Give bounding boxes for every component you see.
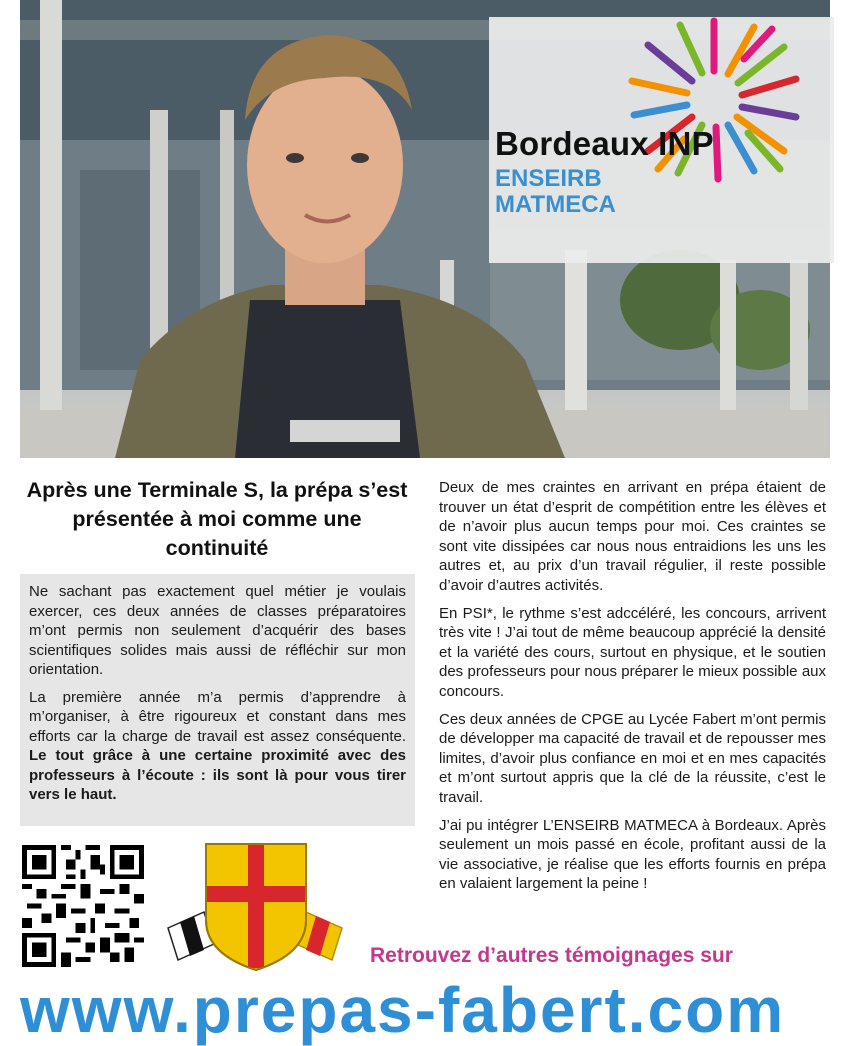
headline: Après une Terminale S, la prépa s’est présentée à moi comme une continuité [26,478,408,560]
school-logo [489,17,834,263]
qr-code-icon[interactable] [22,845,144,967]
left-paragraph-1: Ne sachant pas exactement quel métier je voulais exercer, ces deux années de classes préparatoires m’ont permis non seulement d’acquérir des bases scientifiques solides mais aussi de réfléchir sur mon orientation. [29,583,406,678]
brand-name: Bordeaux INP [495,125,714,162]
right-paragraph-1: Deux de mes craintes en arrivant en prépa étaient de trouver un état d’esprit de compétition entre les élèves et de n’avoir plus aucun temps pour moi. Ces craintes se sont vite dissipées car nous nous entraidions les uns les autres et, au prix d’un travail régulier, il reste possible d’avoir d’autres activités. [439,479,826,594]
testimony-body [439,478,826,902]
right-paragraph-3: Ces deux années de CPGE au Lycée Fabert m’ont permis de développer ma capacité de travail et de repousser mes limites, d’avoir plus confiance en moi et en mes capacités et m’ont surtout appris que la clé de la réussite, c’est le travail. [439,710,826,806]
left-paragraph-2 [29,688,406,805]
hero-photo [20,0,830,458]
coat-of-arms-icon [166,842,346,972]
left-paragraph-2-bold: Le tout grâce à une certaine proximité avec des professeurs à l’écoute : ils sont là pour vous tirer vers le haut. [29,747,406,803]
right-paragraph-4: J’ai pu intégrer L’ENSEIRB MATMECA à Bordeaux. Après seulement un mois passé en école, profitant aussi de la vie associative, je réalise que les efforts fournis en prépa en valaient largement la peine ! [439,816,826,893]
website-url[interactable]: www.prepas-fabert.com [20,974,786,1046]
cta-text: Retrouvez d’autres témoignages sur [370,944,733,967]
right-paragraph-2: En PSI*, le rythme s’est adccéléré, les concours, arrivent très vite ! J’ai tout de même beaucoup apprécié la densité et la variété des cours, surtout en physique, et le soutien des professeurs pour nous préparer le mieux possible aux concours. [439,604,826,700]
school-name-line1: ENSEIRB [495,165,602,192]
left-paragraph-2-text: La première année m’a permis d’apprendre à m’organiser, à être rigoureux et constant dans mes efforts car la charge de travail est assez conséquente. [29,688,406,745]
testimony-intro-box [20,574,415,826]
school-name-line2: MATMECA [495,191,616,218]
website-url-clip [0,974,850,1046]
